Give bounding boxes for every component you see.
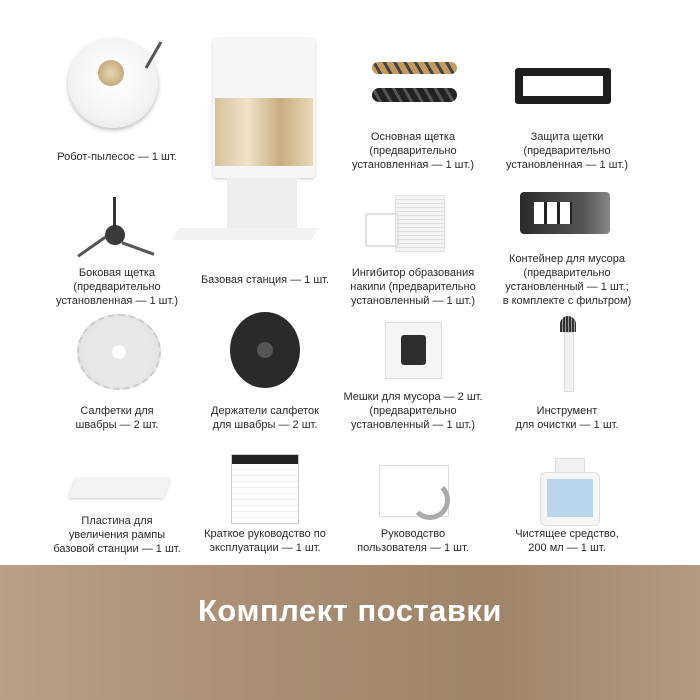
brush-guard-image	[515, 68, 611, 104]
quick-guide-image	[231, 454, 299, 524]
caption-cleaning-solution: Чистящее средство, 200 мл — 1 шт.	[515, 528, 619, 554]
dust-bag-image	[385, 322, 442, 379]
banner	[0, 565, 700, 700]
dust-bin-image	[520, 192, 610, 234]
caption-mop-holders: Держатели салфеток для швабры — 2 шт.	[211, 405, 319, 431]
user-manual-image	[379, 465, 449, 517]
robot-vacuum-image	[68, 38, 158, 128]
caption-user-manual: Руководство пользователя — 1 шт.	[357, 528, 469, 554]
banner-title: Комплект поставки	[198, 593, 502, 628]
mop-pad-image	[77, 314, 161, 390]
caption-side-brush: Боковая щетка (предварительно установленная — 1 шт.)	[55, 267, 179, 307]
caption-main-brush: Основная щетка (предварительно установленная — 1 шт.)	[351, 131, 475, 171]
mop-holder-image	[230, 312, 300, 388]
ramp-plate-image	[68, 478, 170, 498]
caption-dust-bin: Контейнер для мусора (предварительно установленный — 1 шт.; в комплекте с фильтром)	[502, 253, 632, 307]
caption-mop-pads: Салфетки для швабры — 2 шт.	[75, 405, 159, 431]
caption-scale-inhibitor: Ингибитор образования накипи (предварительно установленный — 1 шт.)	[350, 267, 476, 307]
main-brush-image	[372, 62, 457, 112]
caption-quick-guide: Краткое руководство по эксплуатации — 1 шт.	[204, 528, 326, 554]
caption-base-station: Базовая станция — 1 шт.	[200, 274, 330, 286]
caption-robot-vacuum: Робот-пылесос — 1 шт.	[57, 151, 177, 163]
scale-inhibitor-image	[365, 195, 445, 255]
cleaning-solution-image	[540, 458, 600, 524]
side-brush-image	[75, 205, 155, 265]
caption-ramp-plate: Пластина для увеличения рампы базовой станции — 1 шт.	[53, 515, 181, 555]
base-station-image	[205, 38, 325, 238]
caption-dust-bags: Мешки для мусора — 2 шт. (предварительно установленный — 1 шт.)	[343, 391, 483, 431]
caption-brush-guard: Защита щетки (предварительно установленная — 1 шт.)	[505, 131, 629, 171]
caption-cleaning-tool: Инструмент для очистки — 1 шт.	[515, 405, 619, 431]
cleaning-tool-image	[556, 316, 580, 390]
